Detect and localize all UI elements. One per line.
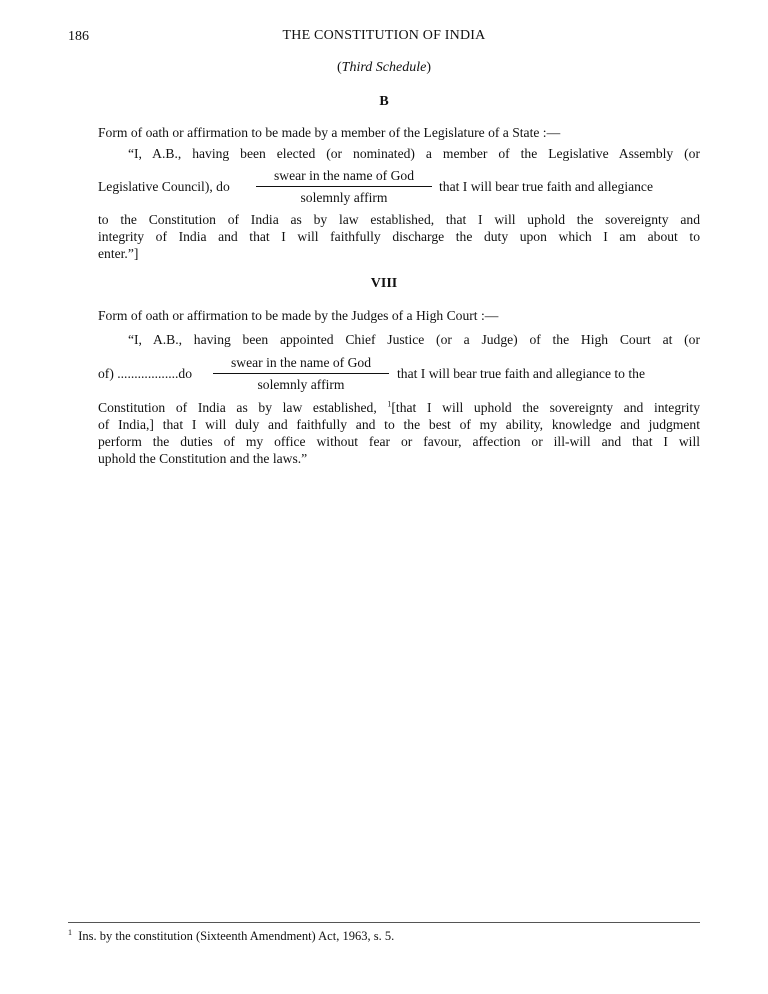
fraction-numerator: swear in the name of God [213,355,389,374]
section-b-paragraph [98,211,700,262]
section-viii-line4: of India,] that I will duly and faithfully and to the best of my ability, knowledge and judgment [98,417,700,432]
section-viii-line6: uphold the Constitution and the laws.” [98,451,308,466]
section-b-line4: integrity of India and that I will faithfully discharge the duty upon which I am about to [98,229,700,244]
section-viii-line3-a: Constitution of India as by law established, [98,400,377,415]
section-viii-line2-left: of) ..................do [98,366,193,381]
section-viii-line5: perform the duties of my office without fear or favour, affection or ill-will and that I will [98,434,700,449]
schedule-label: (Third Schedule) [337,60,431,75]
fraction-numerator: swear in the name of God [256,168,432,187]
section-viii-oath-fraction [213,355,389,393]
section-b-line2-left: Legislative Council), do [98,179,230,194]
section-b-intro: Form of oath or affirmation to be made by a member of the Legislature of a State :— [98,125,561,140]
fraction-denominator: solemnly affirm [300,190,388,205]
section-b-line5: enter.”] [98,246,139,261]
section-b-line2-right: that I will bear true faith and allegiance [439,179,654,194]
section-viii-line3-b: [that I will uphold the sovereignty and integrity [391,400,700,415]
section-viii-intro: Form of oath or affirmation to be made by the Judges of a High Court :— [98,308,499,323]
section-viii-line2-right: that I will bear true faith and allegiance to the [397,366,645,381]
footnote-marker: 1 [68,927,72,937]
section-viii-line1: “I, A.B., having been appointed Chief Justice (or a Judge) of the High Court at (or [128,332,700,347]
footnote [68,929,394,944]
section-viii-paragraph [98,399,700,467]
schedule-name: Third Schedule [341,60,427,75]
running-head-title: THE CONSTITUTION OF INDIA [282,28,486,43]
page-number: 186 [68,29,89,44]
section-heading-b: B [379,94,389,109]
section-b-oath-fraction [256,168,432,206]
fraction-denominator: solemnly affirm [257,377,345,392]
footnote-reference[interactable]: 1 [387,399,392,409]
section-heading-viii: VIII [370,276,398,291]
section-viii-line3 [98,399,700,416]
section-b-line1: “I, A.B., having been elected (or nominated) a member of the Legislative Assembly (or [128,146,700,161]
section-b-line3: to the Constitution of India as by law established, that I will uphold the sovereignty and [98,212,700,227]
footnote-rule [68,922,700,923]
footnote-text: Ins. by the constitution (Sixteenth Amendment) Act, 1963, s. 5. [78,929,395,943]
